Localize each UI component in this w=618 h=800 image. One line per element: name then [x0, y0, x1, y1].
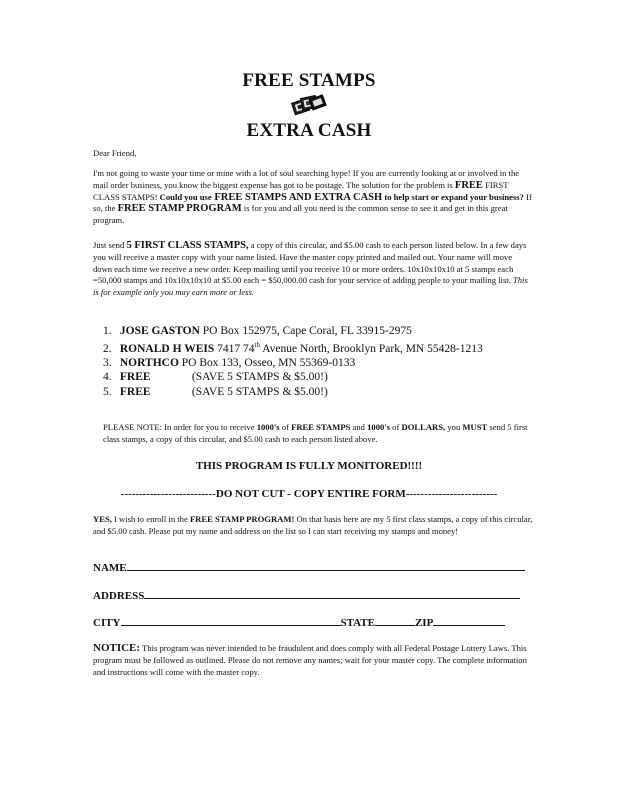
intro-paragraph: [93, 168, 533, 227]
instructions-paragraph: [93, 240, 533, 299]
name-row: [93, 560, 525, 574]
name-label: NAME: [93, 562, 127, 574]
address-label: ADDRESS: [93, 590, 145, 602]
list-name: JOSE GASTON: [119, 325, 200, 337]
list-number: 1.: [103, 325, 112, 337]
note-text-3: and: [350, 422, 368, 432]
name-input-line[interactable]: [127, 560, 525, 571]
note-bold-2: FREE STAMPS: [291, 422, 351, 432]
list-address: PO Box 152975, Cape Coral, FL 33915-2975: [199, 325, 412, 337]
list-item: [103, 356, 543, 370]
intro-bold-start: to help start or expand your business?: [382, 191, 524, 202]
list-name: FREE: [119, 385, 151, 398]
notice-paragraph: [93, 643, 533, 678]
list-address-sup: th: [254, 341, 260, 350]
intro-bold-free-stamps: FREE STAMPS AND EXTRA CASH: [211, 191, 383, 203]
list-number: 2.: [103, 343, 112, 356]
address-input-line[interactable]: [144, 588, 520, 599]
note-bold-3: 1000's: [367, 422, 391, 432]
intro-text-1: I'm not going to waste your time or mine with a lot of soul searching hype! If you are currently looking at or involved in the mail order business, you know the biggest expense has got to be postage. The solution for the problem is: [93, 168, 520, 190]
intro-text-3: If so, the: [93, 191, 532, 214]
address-row: [93, 588, 520, 602]
list-address: (SAVE 5 STAMPS & $5.00!): [191, 385, 328, 398]
list-address: (SAVE 5 STAMPS & $5.00!): [191, 371, 328, 384]
city-row: [93, 615, 505, 629]
enroll-paragraph: [93, 514, 533, 538]
note-text-1: PLEASE NOTE: In order for you to receive: [103, 422, 257, 432]
city-label: CITY: [93, 617, 121, 629]
list-number: 5.: [103, 385, 112, 398]
note-text-5: you: [445, 422, 463, 432]
stamps-icon: [289, 93, 329, 117]
intro-bold-program: FREE STAMP PROGRAM: [117, 203, 242, 215]
intro-bold-could: Could you use: [159, 191, 212, 202]
intro-text-2: FIRST CLASS STAMPS!: [93, 179, 509, 202]
note-text-6: send 5 first class stamps, a copy of this circular, and $5.00 cash to each person listed above.: [103, 422, 528, 444]
please-note-paragraph: [103, 422, 533, 446]
note-bold-4: DOLLARS,: [401, 422, 446, 432]
instructions-italic-note: This is for example only you may earn more or less.: [93, 275, 528, 298]
monitored-heading: THIS PROGRAM IS FULLY MONITORED!!!!: [195, 460, 423, 472]
list-item: [103, 338, 543, 356]
list-name: RONALD H WEIS: [119, 343, 215, 356]
intro-bold-free: FREE: [454, 179, 483, 191]
title-free-stamps: FREE STAMPS: [242, 70, 376, 91]
title-extra-cash: EXTRA CASH: [246, 120, 372, 141]
city-input-line[interactable]: [121, 615, 341, 626]
list-number: 3.: [103, 357, 112, 370]
state-label: STATE: [340, 617, 375, 629]
intro-text-4: is for you and all you need is the common sense to see it and get in this great program.: [93, 203, 508, 226]
list-item: [103, 370, 543, 384]
list-item: [103, 324, 543, 338]
list-name: NORTHCO: [119, 357, 179, 370]
instructions-bold-stamps: 5 FIRST CLASS STAMPS,: [126, 240, 249, 251]
zip-label: ZIP: [414, 617, 434, 629]
list-address: PO Box 133, Osseo, MN 55369-0133: [178, 357, 356, 370]
enroll-bold-yes: YES,: [93, 514, 112, 524]
enroll-text-2: On that basis here are my 5 first class stamps, a copy of this circular, and $5.00 cash. Please put my name and address on the list so I can start receiving my stamps and money!: [93, 514, 533, 536]
notice-lead: NOTICE:: [93, 642, 141, 654]
notice-text: This program was never intended to be fraudulent and does comply with all Federal Postage Lottery Laws. This program must be followed as outlined. Please do not remove any names; wait for your master copy. The complete information and instructions will come with the master copy.: [93, 643, 527, 677]
note-bold-1: 1000's: [256, 422, 280, 432]
instructions-text-1: Just send: [93, 240, 127, 250]
note-text-2: of: [279, 422, 292, 432]
state-input-line[interactable]: [375, 615, 415, 626]
list-item: [103, 385, 543, 399]
note-text-4: of: [390, 422, 402, 432]
cut-line: --------------------------DO NOT CUT - COPY ENTIRE FORM-------------------------: [120, 488, 498, 500]
list-number: 4.: [103, 371, 112, 384]
enroll-text-1: I wish to enroll in the: [111, 514, 190, 524]
list-name: FREE: [119, 371, 151, 384]
list-address: 7417 74: [214, 343, 255, 356]
greeting: Dear Friend,: [93, 148, 137, 158]
note-bold-5: MUST: [462, 422, 488, 432]
list-address-rest: Avenue North, Brooklyn Park, MN 55428-1213: [259, 343, 483, 356]
enroll-bold-program: FREE STAMP PROGRAM!: [189, 514, 295, 524]
instructions-text-2: a copy of this circular, and $5.00 cash to each person listed below. In a few days you will receive a master copy with your name listed. Have the master copy printed and mailed out. Your name will move down each time we receive a new order. Keep mailing until you receive 10 or more orders. 10x10x10x10 at 5 stamps each =50,000 stamps and 10x10x10x10 at $5.00 each = $50,000.00 cash for your service of adding people to your mailing list.: [93, 240, 527, 286]
recipient-list: [103, 324, 543, 399]
zip-input-line[interactable]: [433, 615, 505, 626]
